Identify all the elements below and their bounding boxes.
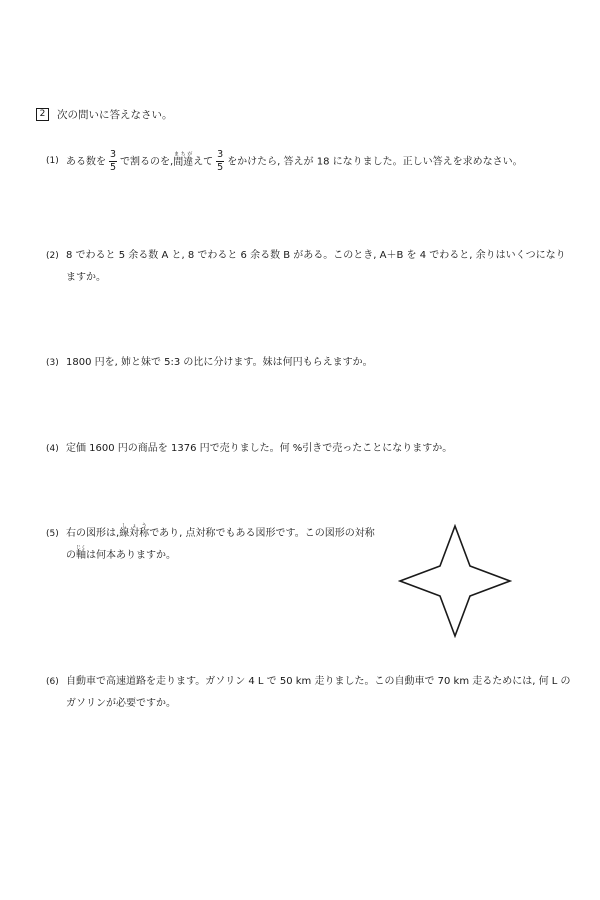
question-2 xyxy=(46,245,566,289)
ruby-base: 間違 xyxy=(173,156,194,168)
ruby-reading: しょう xyxy=(119,523,150,529)
text-segment: 右の図形は, xyxy=(66,528,120,539)
question-4 xyxy=(46,438,452,460)
numerator: 3 xyxy=(217,149,224,160)
ruby-word xyxy=(76,545,87,561)
four-pointed-star-outline xyxy=(400,526,510,636)
ruby-word xyxy=(173,151,194,168)
question-number: (6) xyxy=(46,677,59,687)
numerator: 3 xyxy=(109,149,117,160)
ruby-base: 線対称 xyxy=(119,528,150,539)
question-5 xyxy=(46,523,375,567)
question-line-2: ますか。 xyxy=(66,272,106,283)
fraction xyxy=(216,150,224,173)
question-number: (1) xyxy=(46,156,59,166)
star-figure xyxy=(398,524,512,638)
text-segment: の xyxy=(66,550,76,561)
question-line-2 xyxy=(46,545,375,567)
ruby-reading: まちが xyxy=(173,151,194,158)
text-segment: は何本ありますか。 xyxy=(86,550,176,561)
question-number: (3) xyxy=(46,358,59,368)
question-text xyxy=(66,150,523,174)
ruby-base: 軸 xyxy=(76,550,86,561)
question-text: 定価 1600 円の商品を 1376 円で売りました。何 %引きで売ったことになりますか。 xyxy=(66,443,453,454)
text-segment: であり, 点対称でもある図形です。この図形の対称 xyxy=(149,528,375,539)
fraction xyxy=(109,150,117,173)
section-instruction: 次の問いに答えなさい。 xyxy=(57,109,173,121)
question-text: 1800 円を, 姉と妹で 5:3 の比に分けます。妹は何円もらえますか。 xyxy=(66,357,373,368)
denominator: 5 xyxy=(217,162,224,173)
question-line-1: 自動車で高速道路を走ります。ガソリン 4 L で 50 km 走りました。この自動車で 70 km 走るためには, 何 L の xyxy=(66,676,571,687)
question-number: (4) xyxy=(46,444,59,454)
text-segment: ある数を xyxy=(66,156,106,168)
text-segment: えて xyxy=(193,156,214,168)
question-1 xyxy=(46,150,523,174)
question-3 xyxy=(46,352,373,374)
denominator: 5 xyxy=(109,162,117,173)
text-segment: で割るのを, xyxy=(120,156,174,168)
section-number: 2 xyxy=(36,108,49,121)
ruby-reading: じく xyxy=(76,545,87,551)
question-line-2: ガソリンが必要ですか。 xyxy=(66,698,176,709)
question-number: (5) xyxy=(46,529,59,539)
question-6 xyxy=(46,671,571,715)
text-segment: をかけたら, 答えが 18 になりました。正しい答えを求めなさい。 xyxy=(227,156,523,168)
question-line-1: 8 でわると 5 余る数 A と, 8 でわると 6 余る数 B がある。このとき, A＋B を 4 でわると, 余りはいくつになり xyxy=(66,250,566,261)
question-number: (2) xyxy=(46,251,59,261)
ruby-word xyxy=(119,523,150,539)
section-header xyxy=(36,107,173,122)
